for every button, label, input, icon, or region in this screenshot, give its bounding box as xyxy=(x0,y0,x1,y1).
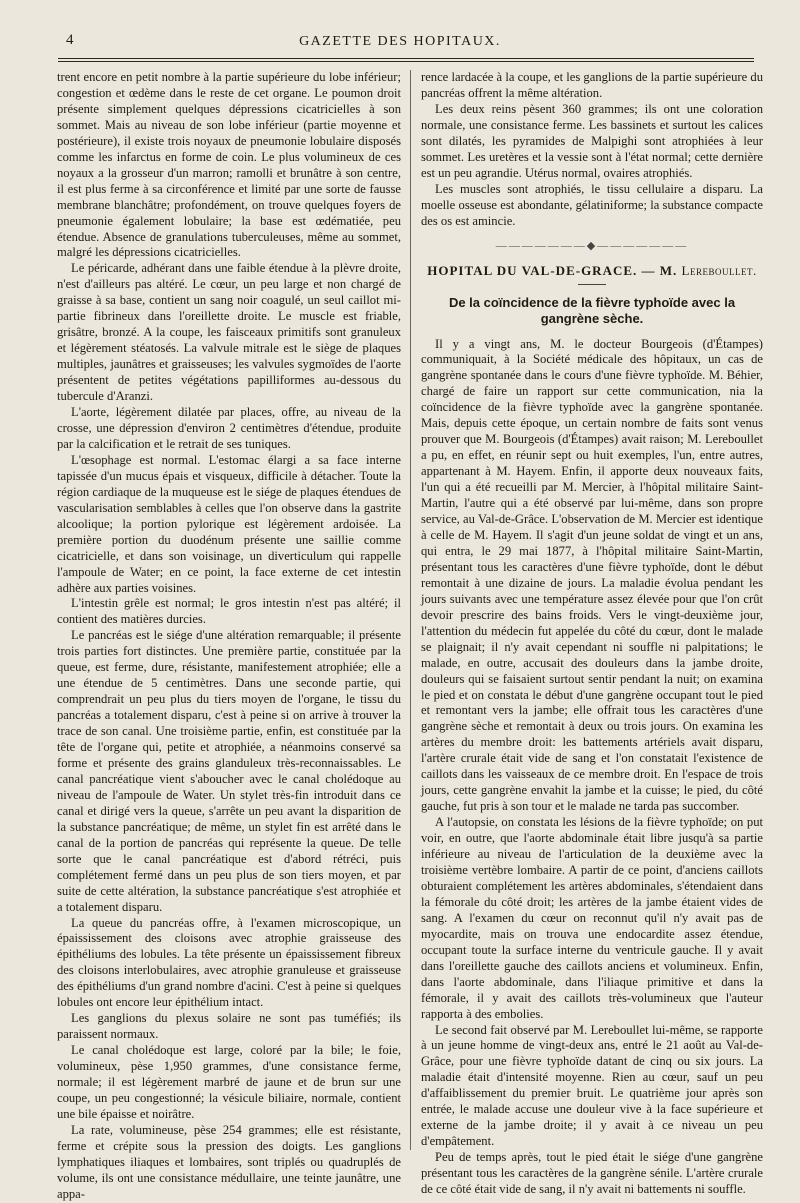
paragraph: Peu de temps après, tout le pied était le siége d'une gangrène présentant tous les caractères de la gangrène sénile. L'artère crurale de ce côté était vide de sang, il n'y avait ni battements ni souffle. xyxy=(421,1150,763,1197)
paragraph: L'aorte, légèrement dilatée par places, offre, au niveau de la crosse, une dépression d'environ 2 centimètres d'étendue, produite par la calcification et le retrait de ses tuniques. xyxy=(57,405,401,451)
paragraph: La rate, volumineuse, pèse 254 grammes; elle est résistante, ferme et crépite sous la pression des doigts. Les ganglions lymphatiques iliaques et lombaires, sont triplés ou quadruplés de volume, ils ont une consistance médullaire, une teinte jaunâtre, une appa- xyxy=(57,1122,401,1201)
paragraph: L'œsophage est normal. L'estomac élargi a sa face interne tapissée d'un mucus épais et visqueux, difficile à détacher. Toute la région cardiaque de la muqueuse est le siége de plaques étendues de vascularisation semblables à celles que l'on observe dans la gastrite alcoolique; la portion pylorique est légèrement ardoisée. La première portion du duodénum présente une saillie comme cicatricielle, et dans son voisinage, un diverticulum qui rappelle l'ampoule de Water; en ce point, la face externe de cet intestin adhère aux parties voisines. xyxy=(57,452,401,595)
paragraph: L'intestin grêle est normal; le gros intestin n'est pas altéré; il contient des matières durcies. xyxy=(57,596,401,627)
paragraph: A l'autopsie, on constata les lésions de la fièvre typhoïde; on put voir, en outre, que l'aorte abdominale était libre jusqu'à sa partie inférieure au niveau de l'articulation de la deuxième avec la troisième vertèbre lombaire. A partir de ce point, d'anciens caillots obturaient complétement les artères abdominales, s'étendaient dans la fémorale du côté droit; les artères de la jambe étaient vides de sang. A l'examen du cœur on reconnut qu'il n'y avait pas de myocardite, mais on trouva une endocardite assez étendue, occupant toute la surface interne du ventricule gauche. Il y avait dans l'oreillette gauche des caillots anciens et volumineux. Enfin, dans l'aorte abdominale, dans l'iliaque primitive et dans la fémorale, il y avait des caillots très-volumineux que l'auteur rapporta à des embolies. xyxy=(421,815,763,1021)
paragraph: Le canal cholédoque est large, coloré par la bile; le foie, volumineux, pèse 1,950 grammes, d'une consistance ferme, normale; il est légèrement marbré de jaune et de brun sur une coupe, un peu congestionné; la vésicule biliaire, normale, contient une bile épaisse et noirâtre. xyxy=(57,1043,401,1121)
paragraph: La queue du pancréas offre, à l'examen microscopique, un épaississement des cloisons avec atrophie graisseuse des épithéliums des lobules. La tête présente un épaississement fibreux des cloisons interlobulaires, avec atrophie granuleuse et graisseuse des épithéliums d'un grand nombre d'acini. C'est à peine si quelques lobules ont encore leur épithélium intact. xyxy=(57,915,401,1010)
paragraph: Les muscles sont atrophiés, le tissu cellulaire a disparu. La moelle osseuse est abondante, gélatiniforme; la substance compacte des os est amincie. xyxy=(421,181,763,228)
right-column xyxy=(421,70,763,1198)
paragraph: Les deux reins pèsent 360 grammes; ils ont une coloration normale, une consistance ferme. Les bassinets et surtout les calices sont dilatés, les pyramides de Malpighi sont atrophiées à leur sommet. Les uretères et la vessie sont à l'état normal; cette dernière est un peu agrandie. Utérus normal, ovaires atrophiés. xyxy=(421,101,763,180)
article-title: De la coïncidence de la fièvre typhoïde avec la gangrène sèche. xyxy=(448,294,736,326)
heading-rule xyxy=(578,284,606,285)
hospital-heading xyxy=(421,262,763,280)
paragraph: Il y a vingt ans, M. le docteur Bourgeois (d'Étampes) communiquait, à la Société médicale des hôpitaux, un cas de gangrène spontanée dans le cours d'une fièvre typhoïde. M. Béhier, chargé de faire un rapport sur cette communication, nia la coïncidence de la fièvre typhoïde avec la gangrène spontanée. Mais, depuis cette époque, un certain nombre de faits sont venus prouver que M. Bourgeois (d'Étampes) avait raison; M. Lereboullet a pu, en effet, en réunir sept ou huit exemples, l'un, entre autres, appartenant à M. Hayem. Enfin, il apporte deux nouveaux faits, l'un qui a été recueilli par M. Mercier, à l'hôpital militaire Saint-Martin, l'autre qui a été observé par lui-même, dans son propre service, au Val-de-Grâce. L'observation de M. Mercier est identique à celle de M. Hayem. Il s'agit d'un jeune soldat de vingt et un ans, qui entra, le 29 mai 1877, à l'hôpital militaire Saint-Martin, présentant tous les caractères d'une fièvre typhoïde, dont le début remontait à une dizaine de jours. La maladie évolua pendant les jours suivants avec une température assez élevée pour que l'on crût devoir prescrire des bains froids. Vers le vingt-deuxième jour, l'attention du médecin fut appelée du côté du cœur, dont le malade se plaignait; il n'y avait cependant ni souffle ni palpitations; le malade, en outre, accusait des douleurs dans la jambe droite, douleurs qui se faisaient surtout sentir pendant la nuit; on examina le pied et on constata le début d'une gangrène occupant tout le pied et remontant vers la jambe; elle offrait tous les caractères d'une gangrène sèche et remontait à deux ou trois jours. On examina les artères du membre droit: les battements artériels avait disparu, l'artère crurale était vide de sang et l'on constatait l'existence de caillots dans les vaisseaux de ce membre droit. En l'espace de trois jours, cette gangrène envahit la jambe et la cuisse; le pied, du côté gauche, fut pris à son tour et le malade ne tarda pas succomber. xyxy=(421,336,763,814)
journal-title: GAZETTE DES HOPITAUX. xyxy=(299,34,501,49)
header-rule-top xyxy=(58,58,754,59)
column-divider xyxy=(410,70,411,1150)
hospital-name: HOPITAL DU VAL-DE-GRACE. — M. xyxy=(427,262,678,278)
paragraph: Le pancréas est le siége d'une altération remarquable; il présente trois parties fort distinctes. Une première partie, constituée par la queue, est ferme, dure, résistante, manifestement atrophiée; elle a une étendue de 5 centimètres. Dans une seconde partie, qui comprendrait un peu plus du tiers moyen de l'organe, le tissu du pancréas a totalement disparu, c'est à peine si on arrive à trouver la trace de son canal. Une troisième partie, enfin, est constituée par la tête de l'organe qui, petite et atrophiée, a néanmoins conservé sa forme et présente des grains glanduleux très-reconnaissables. Le canal pancréatique vient s'aboucher avec le canal cholédoque au niveau de l'ampoule de Water. Un stylet très-fin introduit dans ce canal et dirigé vers la queue, s'arrête un peu avant la disparition de la substance pancréatique; de même, un stylet fin est arrêté dans le canal de la portion de pancréas qui représente la queue. De telle sorte que le canal pancréatique est d'abord rétréci, puis complétement fermé dans un peu plus de son tiers moyen, et par suite de cette altération, la substance pancréatique s'est atrophiée et a totalement disparu. xyxy=(57,628,401,914)
hospital-doctor: Lereboullet. xyxy=(681,262,757,278)
paragraph: Le péricarde, adhérant dans une faible étendue à la plèvre droite, n'est d'ailleurs pas altéré. Le cœur, un peu large et non chargé de graisse à sa base, contient un sang noir coagulé, un seul caillot mi-partie fibrineux dans l'oreillette droite. Le muscle est friable, grisâtre, bronzé. A la coupe, les faisceaux primitifs sont granuleux et légèrement stéatosés. La valvule mitrale est le siège de plaques multiples, jaunâtres et graisseuses; les valvules sygmoïdes de l'aorte présentent de petites végétations papilliformes au-dessous du tubercule d'Aranzi. xyxy=(57,261,401,404)
left-column xyxy=(57,70,401,1203)
section-separator: ———————◆——————— xyxy=(495,239,689,252)
paragraph: Le second fait observé par M. Lereboullet lui-même, se rapporte à un jeune homme de vingt-deux ans, entré le 21 août au Val-de-Grâce, pour une fièvre typhoïde datant de cinq ou six jours. La maladie était d'intensité moyenne. Rien au cœur, sauf un peu d'affaiblissement du premier bruit. Le quatrième jour après son entrée, le malade accuse une douleur vive à la face supérieure et externe de la jambe droite; il y avait à ce niveau un peu d'empâtement. xyxy=(421,1022,763,1149)
paragraph: trent encore en petit nombre à la partie supérieure du lobe inférieur; congestion et œdème dans le reste de cet organe. Le poumon droit présente simplement quelques dépressions cicatricielles à son sommet. Mais au niveau de son lobe inférieur (partie moyenne et postérieure), il existe trois noyaux de pneumonie lobulaire disposés comme les infarctus en forme de coin. Le plus volumineux de ces noyaux a la grosseur d'un marron; ramolli et brunâtre à son centre, il est plus ferme à sa circonférence et limité par une sorte de fausse membrane blanchâtre; profondément, on trouve quelques foyers de pneumonie également lobulaire; la base est œdématiée, peu étendue. Absence de granulations tuberculeuses, même au sommet, malgré les dépressions cicatricielles. xyxy=(57,70,401,260)
paragraph: rence lardacée à la coupe, et les ganglions de la partie supérieure du pancréas offrent la même altération. xyxy=(421,70,763,100)
header-rule-bottom xyxy=(58,61,754,62)
page-number: 4 xyxy=(66,32,74,48)
paragraph: Les ganglions du plexus solaire ne sont pas tuméfiés; ils paraissent normaux. xyxy=(57,1011,401,1042)
page-header xyxy=(0,32,800,60)
